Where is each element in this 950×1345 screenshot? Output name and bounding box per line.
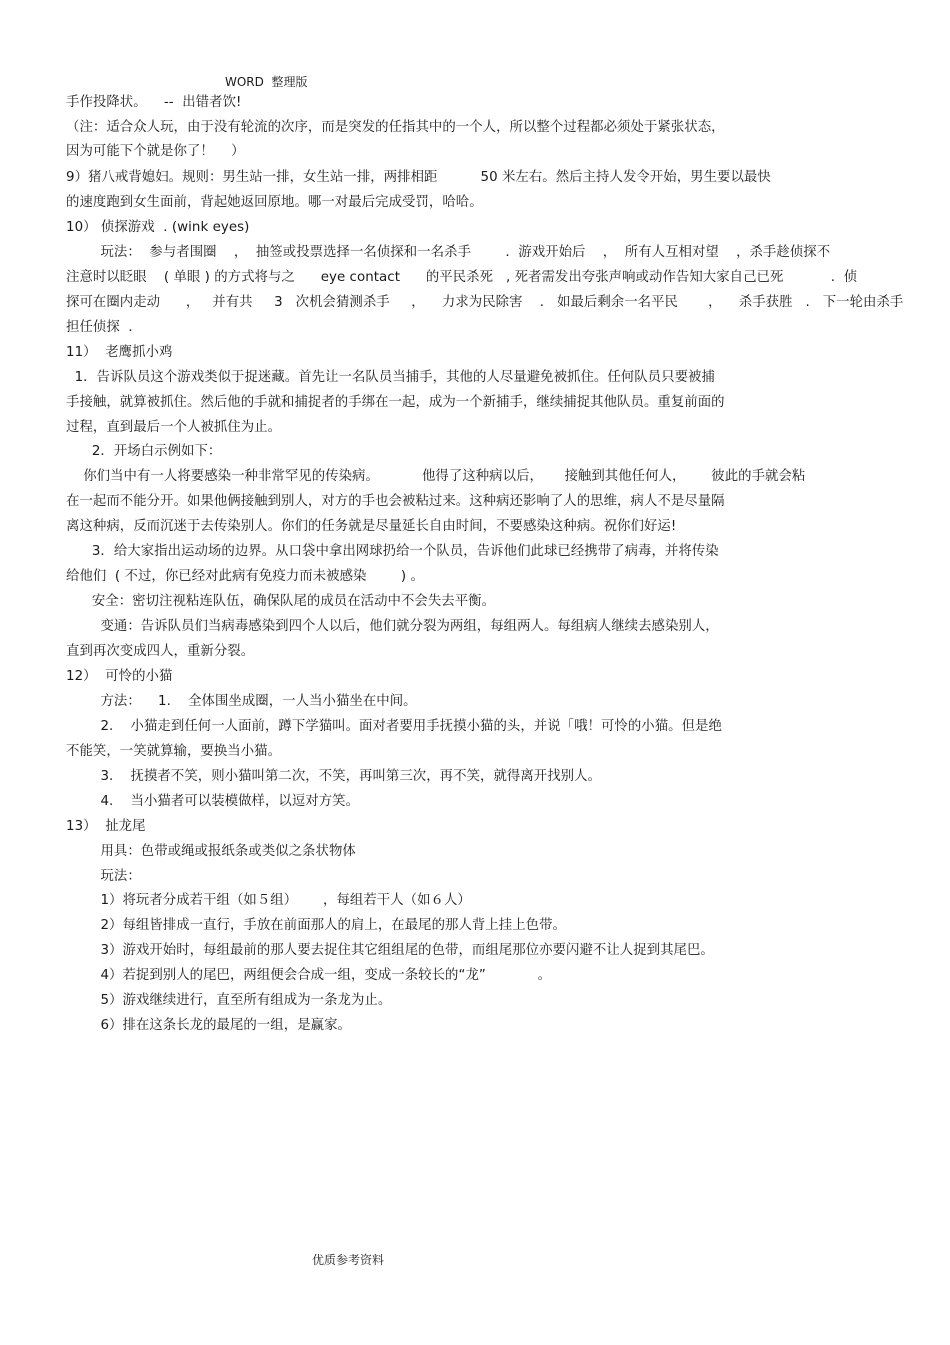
text-line: 注意时以眨眼 ( 单眼 ) 的方式将与之 eye contact 的平民杀死 , 死者需发出夸张声响或动作告知大家自己已死 . 侦 [66,270,858,285]
section-heading: 10） 侦探游戏 . (wink eyes) [66,220,250,235]
text-line: 3．给大家指出运动场的边界。从口袋中拿出网球扔给一个队员，告诉他们此球已经携带了病毒，并将传染 [66,544,719,559]
text-line: 不能笑，一笑就算输，要换当小猫。 [66,744,282,759]
text-line: 1）将玩者分成若干组（如５组） ，每组若干人（如６人） [66,893,471,908]
section-heading: 12） 可怜的小猫 [66,669,173,684]
text-line: 用具：色带或绳或报纸条或类似之条状物体 [66,844,356,859]
text-line: 3）游戏开始时，每组最前的那人要去捉住其它组组尾的色带，而组尾那位亦要闪避不让人捉到其尾巴。 [66,943,714,958]
page-footer: 优质参考资料 [312,1253,385,1267]
text-line: 2）每组皆排成一直行，手放在前面那人的肩上，在最尾的那人背上挂上色带。 [66,918,566,933]
text-line: 过程，直到最后一个人被抓住为止。 [66,420,282,435]
text-line: 玩法： [66,869,141,884]
text-line: 给他们 ( 不过，你已经对此病有免疫力而未被感染 ) 。 [66,569,424,584]
text-line: 4）若捉到别人的尾巴，两组便会合成一组，变成一条较长的“龙” 。 [66,968,552,983]
text-line: 直到再次变成四人，重新分裂。 [66,644,255,659]
text-line: 你们当中有一人将要感染一种非常罕见的传染病。 他得了这种病以后， 接触到其他任何人， 彼此的手就会粘 [66,469,806,484]
section-heading: 13） 扯龙尾 [66,819,146,834]
text-line: 1．告诉队员这个游戏类似于捉迷藏。首先让一名队员当捕手，其他的人尽量避免被抓住。任何队员只要被捕 [66,370,715,385]
section-heading: 11） 老鹰抓小鸡 [66,345,173,360]
text-line: 离这种病，反而沉迷于去传染别人。你们的任务就是尽量延长自由时间，不要感染这种病。祝你们好运! [66,519,677,534]
page-header: WORD 整理版 [225,75,308,89]
text-line: 方法： 1. 全体围坐成圈，一人当小猫坐在中间。 [66,694,417,709]
text-line: 担任侦探 . [66,320,133,335]
text-line: 4. 当小猫者可以装模做样，以逗对方笑。 [66,794,360,809]
text-line: 变通：告诉队员们当病毒感染到四个人以后，他们就分裂为两组，每组两人。每组病人继续去感染别人， [66,619,719,634]
text-line: 探可在圈内走动 ， 并有共 3 次机会猜测杀手 ， 力求为民除害 . 如最后剩余一名平民 ， 杀手获胜 . 下一轮由杀手 [66,295,904,310]
text-line: 的速度跑到女生面前，背起她返回原地。哪一对最后完成受罚，哈哈。 [66,195,483,210]
text-line: 9）猪八戒背媳妇。规则：男生站一排，女生站一排，两排相距 50 米左右。然后主持人发令开始，男生要以最快 [66,170,771,185]
text-line: 2．开场白示例如下： [66,444,222,459]
text-line: 3. 抚摸者不笑，则小猫叫第二次，不笑，再叫第三次，再不笑，就得离开找别人。 [66,769,601,784]
text-line: （注：适合众人玩，由于没有轮流的次序，而是突发的任指其中的一个人，所以整个过程都必须处于紧张状态， [66,120,725,135]
text-line: 手接触，就算被抓住。然后他的手就和捕捉者的手绑在一起，成为一个新捕手，继续捕捉其他队员。重复前面的 [66,395,725,410]
text-line: 玩法： 参与者围圈 ， 抽签或投票选择一名侦探和一名杀手 . 游戏开始后 ， 所有人互相对望 ，杀手趁侦探不 [66,245,831,260]
text-line: 安全：密切注视粘连队伍，确保队尾的成员在活动中不会失去平衡。 [66,594,496,609]
text-line: 在一起而不能分开。如果他俩接触到别人，对方的手也会被粘过来。这种病还影响了人的思维，病人不是尽量隔 [66,494,725,509]
text-line: 6）排在这条长龙的最尾的一组，是赢家。 [66,1018,351,1033]
text-line: 5）游戏继续进行，直至所有组成为一条龙为止。 [66,993,392,1008]
text-line: 因为可能下个就是你了！ ） [66,144,245,159]
text-line: 2. 小猫走到任何一人面前，蹲下学猫叫。面对者要用手抚摸小猫的头，并说「哦！可怜的小猫。但是绝 [66,719,722,734]
text-line: 手作投降状。 -- 出错者饮! [66,95,242,110]
